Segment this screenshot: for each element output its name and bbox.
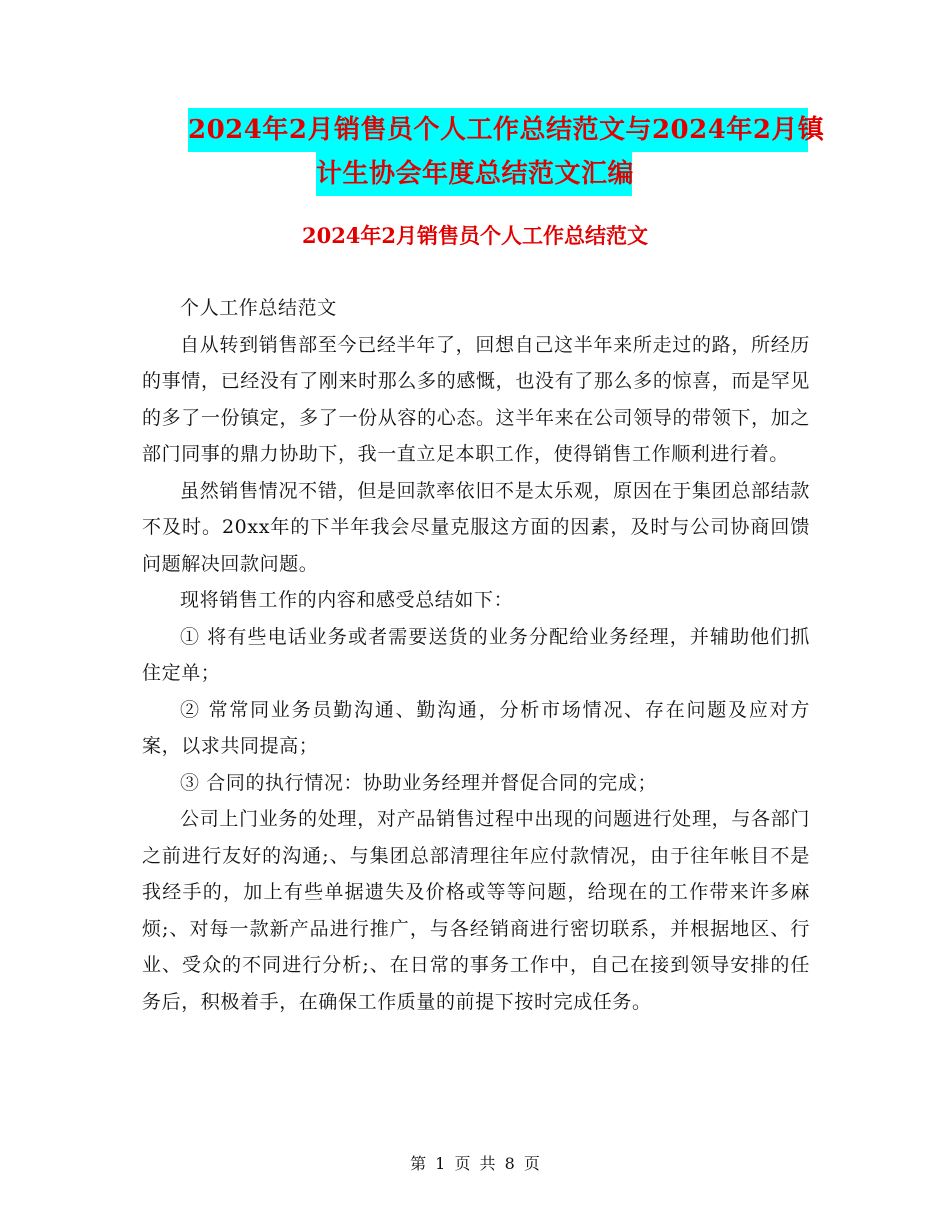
section-heading: 2024年2月销售员个人工作总结范文 — [301, 223, 649, 248]
paragraph: 现将销售工作的内容和感受总结如下： — [180, 589, 514, 611]
paragraph: 虽然销售情况不错，但是回款率依旧不是太乐观，原因在于集团总部结款不及时。20xx年的下半年我会尽量克服这方面的因素，及时与公司协商回馈问题解决回款问题。 — [142, 479, 810, 575]
paragraph: 自从转到销售部至今已经半年了，回想自己这半年来所走过的路，所经历的事情，已经没有了刚来时那么多的感慨，也没有了那么多的惊喜，而是罕见的多了一份镇定，多了一份从容的心态。这半年来在公司领导的带领下，加之部门同事的鼎力协助下，我一直立足本职工作，使得销售工作顺利进行着。 — [142, 333, 810, 465]
paragraph: ① 将有些电话业务或者需要送货的业务分配给业务经理，并辅助他们抓住定单； — [142, 625, 810, 684]
title-line-2: 计生协会年度总结范文汇编 — [316, 152, 632, 196]
document-body — [142, 290, 810, 1020]
paragraph: ③ 合同的执行情况：协助业务经理并督促合同的完成； — [180, 771, 658, 794]
paragraph: 个人工作总结范文 — [180, 297, 337, 319]
title-line-1: 2024年2月销售员个人工作总结范文与2024年2月镇 — [188, 108, 808, 152]
page-number-footer: 第 1 页 共 8 页 — [410, 1154, 540, 1173]
paragraph: ② 常常同业务员勤沟通、勤沟通，分析市场情况、存在问题及应对方案，以求共同提高； — [142, 698, 810, 757]
paragraph: 公司上门业务的处理，对产品销售过程中出现的问题进行处理，与各部门之前进行友好的沟通;、与集团总部清理往年应付款情况，由于往年帐目不是我经手的，加上有些单据遗失及价格或等等问题，给现在的工作带来许多麻烦;、对每一款新产品进行推广，与各经销商进行密切联系，并根据地区、行业、受众的不同进行分析;、在日常的事务工作中，自己在接到领导安排的任务后，积极着手，在确保工作质量的前提下按时完成任务。 — [142, 808, 810, 1013]
